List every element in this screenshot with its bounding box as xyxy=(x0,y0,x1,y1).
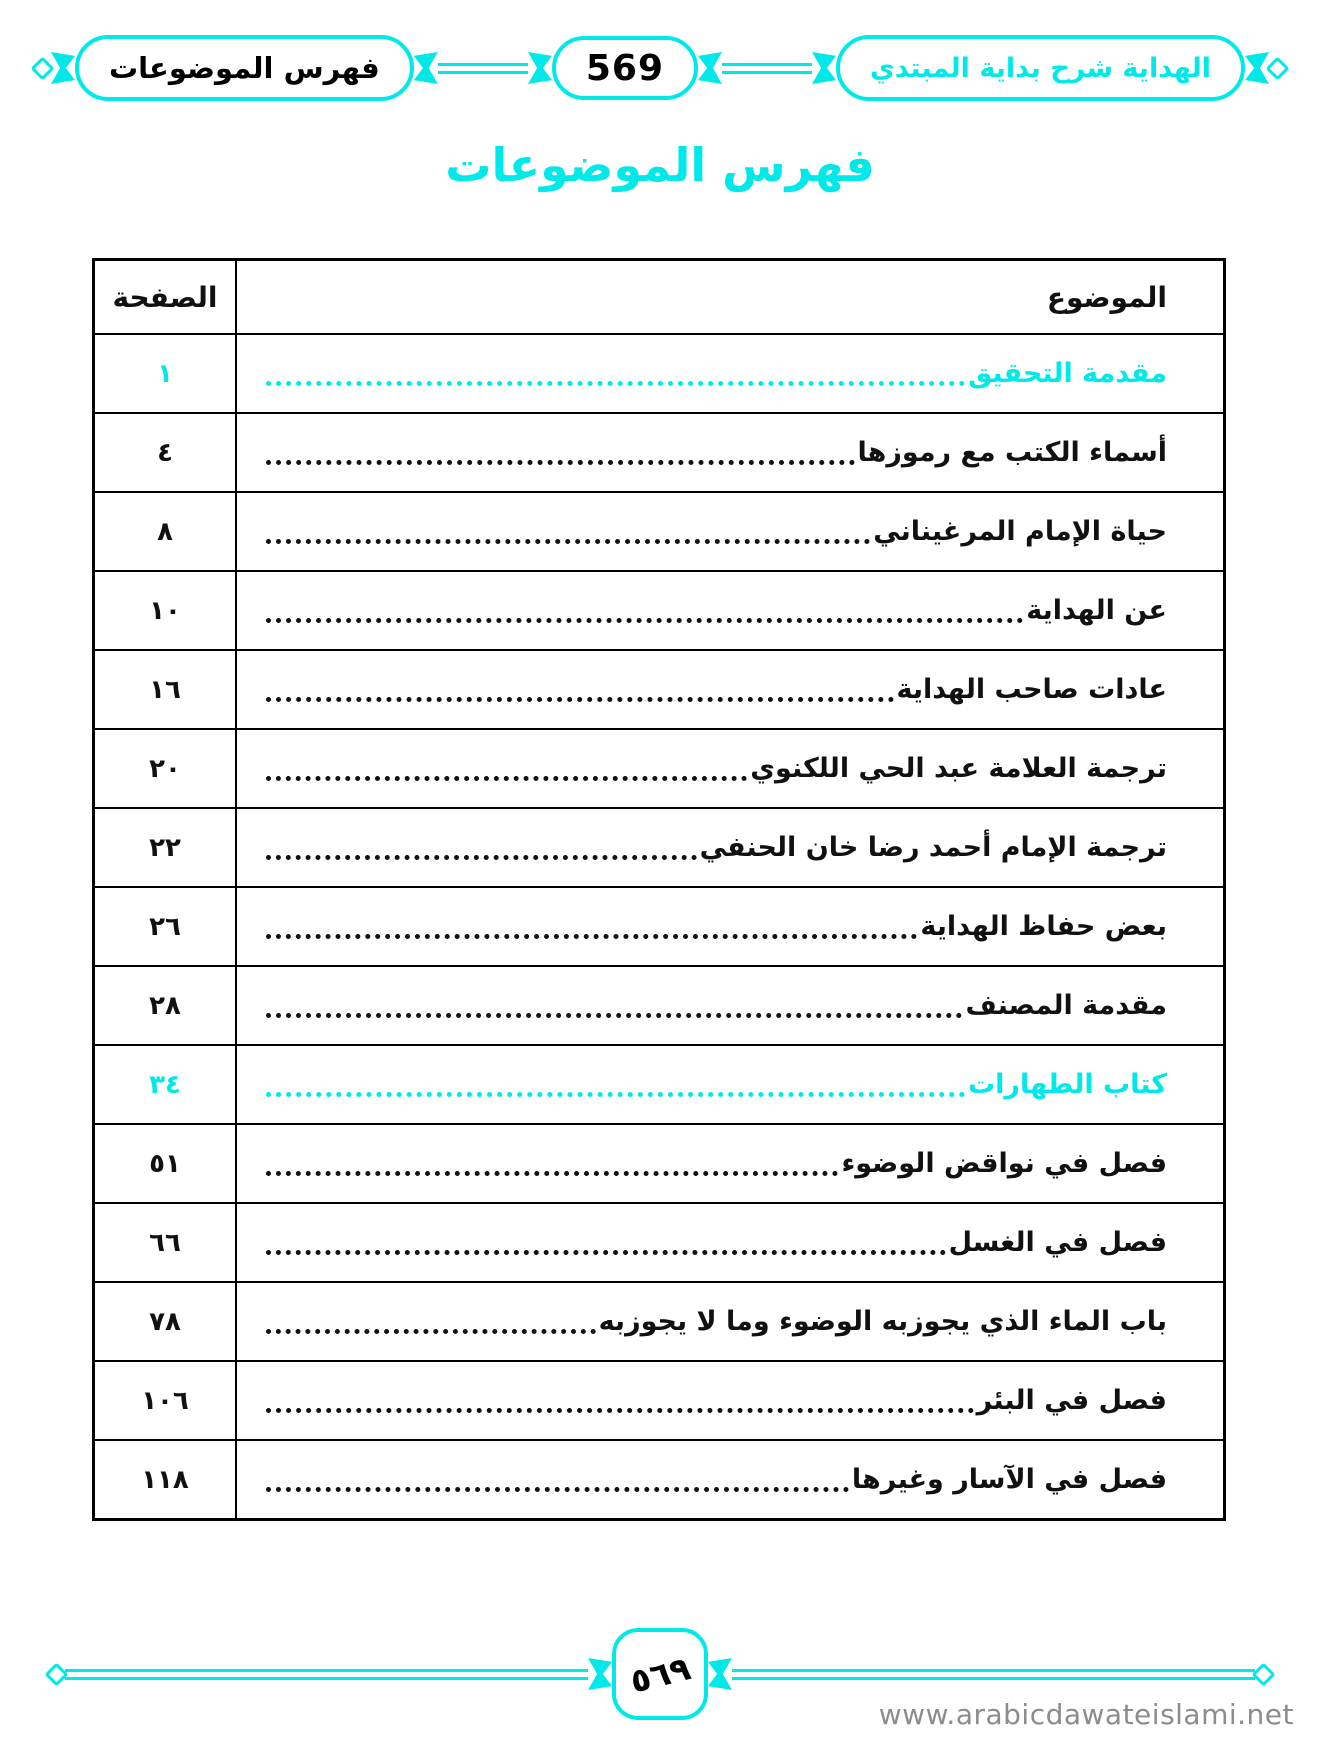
toc-row xyxy=(95,412,1223,491)
toc-topic-cell xyxy=(237,572,1223,649)
banner-clasp-icon xyxy=(698,52,722,84)
dotted-leader xyxy=(266,1171,838,1176)
toc-page-number: ٧٨ xyxy=(149,1306,181,1337)
toc-page-number: ١١٨ xyxy=(141,1464,189,1495)
website-url: www.arabicdawateislami.net xyxy=(878,1698,1294,1731)
toc-page-number: ٨ xyxy=(157,516,173,547)
toc-page-cell xyxy=(95,809,237,886)
banner-clasp-icon xyxy=(812,52,836,84)
page-number-arabic: ٥٦٩ xyxy=(625,1647,695,1701)
toc-page-number: ٢٢ xyxy=(149,832,181,863)
banner-finial-icon xyxy=(1251,1662,1275,1686)
toc-page-cell xyxy=(95,651,237,728)
toc-page-number: ٢٨ xyxy=(149,990,181,1021)
banner-clasp-icon xyxy=(51,52,75,84)
header-banner xyxy=(0,28,1320,108)
toc-topic-cell xyxy=(237,1204,1223,1281)
toc-page-number: ٤ xyxy=(157,437,173,468)
toc-topic-text: عن الهداية xyxy=(1026,595,1167,626)
dotted-leader xyxy=(266,618,1023,623)
toc-page-cell xyxy=(95,1283,237,1360)
topic-column-header: الموضوع xyxy=(1046,280,1167,314)
toc-page-cell xyxy=(95,1046,237,1123)
page-column-header: الصفحة xyxy=(112,280,218,314)
toc-header-page-cell xyxy=(95,261,237,333)
toc-topic-text: فصل في الآسار وغيرها xyxy=(851,1464,1167,1495)
dotted-leader xyxy=(266,855,697,860)
toc-row xyxy=(95,728,1223,807)
page-number-latin: 569 xyxy=(585,47,664,89)
toc-topic-text: ترجمة الإمام أحمد رضا خان الحنفي xyxy=(699,832,1167,863)
section-name-capsule xyxy=(75,35,414,101)
toc-row xyxy=(95,649,1223,728)
banner-finial-icon xyxy=(1265,56,1289,80)
dotted-leader xyxy=(266,539,870,544)
toc-topic-cell xyxy=(237,888,1223,965)
toc-page-cell xyxy=(95,1362,237,1439)
dotted-leader xyxy=(266,460,855,465)
toc-topic-cell xyxy=(237,1362,1223,1439)
toc-page-number: ١ xyxy=(157,358,173,389)
dotted-leader xyxy=(266,1487,849,1492)
page-number-medallion xyxy=(612,1628,708,1720)
toc-topic-text: مقدمة التحقيق xyxy=(968,358,1167,389)
toc-topic-cell xyxy=(237,1441,1223,1518)
toc-topic-text: بعض حفاظ الهداية xyxy=(920,911,1167,942)
toc-page-number: ٦٦ xyxy=(149,1227,181,1258)
toc-page-cell xyxy=(95,335,237,412)
toc-topic-cell xyxy=(237,1283,1223,1360)
toc-row xyxy=(95,807,1223,886)
toc-page-cell xyxy=(95,730,237,807)
toc-row xyxy=(95,886,1223,965)
toc-page-cell xyxy=(95,493,237,570)
dotted-leader xyxy=(266,1329,596,1334)
toc-topic-text: مقدمة المصنف xyxy=(965,990,1167,1021)
toc-row xyxy=(95,333,1223,412)
toc-page-number: ٥١ xyxy=(149,1148,181,1179)
dotted-leader xyxy=(266,381,965,386)
toc-row xyxy=(95,1281,1223,1360)
dotted-leader xyxy=(266,1408,974,1413)
dotted-leader xyxy=(266,697,894,702)
banner-finial-icon xyxy=(44,1662,68,1686)
toc-topic-cell xyxy=(237,1046,1223,1123)
toc-topic-text: حياة الإمام المرغيناني xyxy=(873,516,1167,547)
dotted-leader xyxy=(266,1250,946,1255)
toc-rows xyxy=(95,333,1223,1518)
toc-page-number: ١٦ xyxy=(149,674,181,705)
book-title-capsule xyxy=(836,35,1245,101)
banner-clasp-icon xyxy=(708,1658,732,1690)
toc-topic-cell xyxy=(237,809,1223,886)
toc-topic-text: فصل في الغسل xyxy=(948,1227,1167,1258)
toc-page-cell xyxy=(95,1204,237,1281)
dotted-leader xyxy=(266,1013,962,1018)
banner-clasp-icon xyxy=(414,52,438,84)
toc-row xyxy=(95,1044,1223,1123)
toc-row xyxy=(95,1202,1223,1281)
toc-page-number: ١٠٦ xyxy=(141,1385,189,1416)
page-number-capsule xyxy=(552,36,698,100)
toc-page-cell xyxy=(95,1125,237,1202)
toc-topic-text: ترجمة العلامة عبد الحي اللكنوي xyxy=(750,753,1167,784)
toc-row xyxy=(95,1439,1223,1518)
toc-row xyxy=(95,1360,1223,1439)
page-title: فهرس الموضوعات xyxy=(445,138,875,192)
toc-page-cell xyxy=(95,1441,237,1518)
toc-row xyxy=(95,1123,1223,1202)
dotted-leader xyxy=(266,776,747,781)
banner-rule xyxy=(732,1669,1255,1680)
toc-topic-cell xyxy=(237,335,1223,412)
banner-rule xyxy=(438,63,528,74)
toc-page-number: ٣٤ xyxy=(149,1069,181,1100)
toc-page-cell xyxy=(95,967,237,1044)
toc-page-number: ٢٦ xyxy=(149,911,181,942)
toc-row xyxy=(95,965,1223,1044)
book-title-calligraphy: الهداية شرح بداية المبتدي xyxy=(870,52,1212,84)
toc-topic-cell xyxy=(237,651,1223,728)
toc-header-row xyxy=(95,261,1223,333)
banner-rule xyxy=(722,63,812,74)
toc-page-cell xyxy=(95,888,237,965)
toc-page-number: ٢٠ xyxy=(149,753,181,784)
toc-topic-text: فصل في البئر xyxy=(976,1385,1167,1416)
dotted-leader xyxy=(266,1092,965,1097)
banner-rule xyxy=(65,1669,588,1680)
banner-finial-icon xyxy=(30,56,54,80)
toc-topic-text: كتاب الطهارات xyxy=(968,1069,1167,1100)
toc-header-topic-cell xyxy=(237,261,1223,333)
banner-clasp-icon xyxy=(528,52,552,84)
toc-page-cell xyxy=(95,572,237,649)
toc-topic-cell xyxy=(237,967,1223,1044)
toc-topic-text: عادات صاحب الهداية xyxy=(896,674,1167,705)
toc-topic-text: فصل في نواقض الوضوء xyxy=(841,1148,1167,1179)
toc-row xyxy=(95,491,1223,570)
toc-topic-cell xyxy=(237,730,1223,807)
toc-topic-cell xyxy=(237,493,1223,570)
toc-page-number: ١٠ xyxy=(149,595,181,626)
dotted-leader xyxy=(266,934,917,939)
toc-topic-cell xyxy=(237,414,1223,491)
banner-clasp-icon xyxy=(588,1658,612,1690)
toc-topic-cell xyxy=(237,1125,1223,1202)
toc-topic-text: أسماء الكتب مع رموزها xyxy=(857,437,1167,468)
toc-row xyxy=(95,570,1223,649)
toc-page-cell xyxy=(95,414,237,491)
section-name-label: فهرس الموضوعات xyxy=(109,51,380,85)
toc-topic-text: باب الماء الذي يجوزبه الوضوء وما لا يجوزبه xyxy=(598,1306,1167,1337)
toc-table xyxy=(92,258,1226,1521)
